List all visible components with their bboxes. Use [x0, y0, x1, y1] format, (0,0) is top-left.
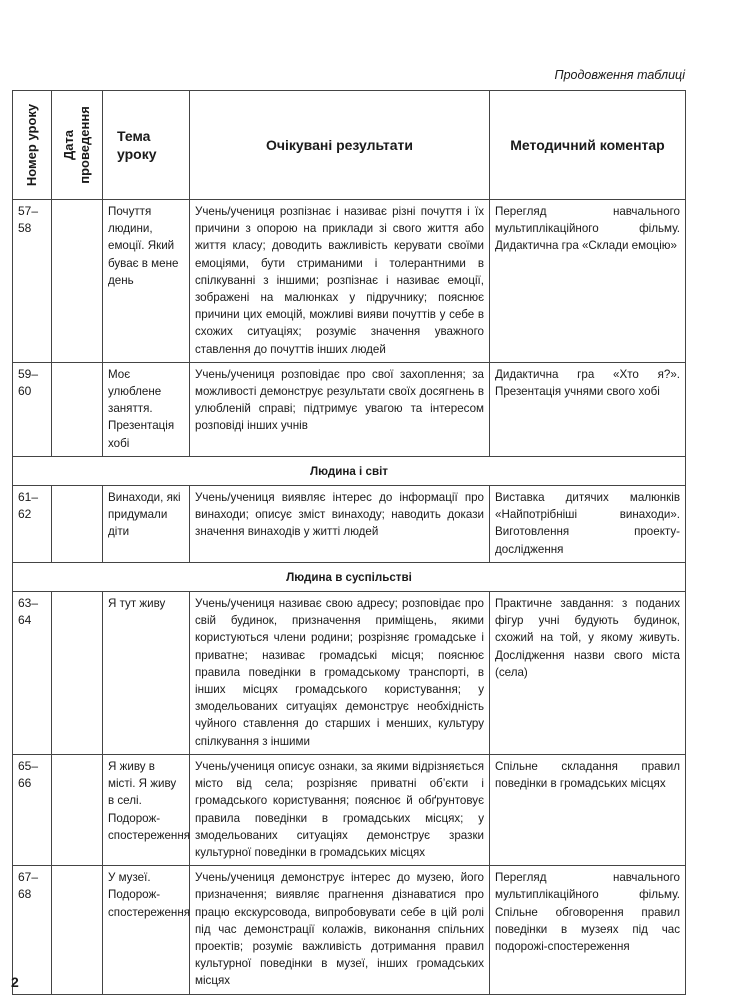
lesson-number: 67– 68	[13, 866, 52, 994]
lesson-topic: Почуття людини, емоції. Який буває в мене день	[103, 200, 190, 363]
lesson-number: 63– 64	[13, 592, 52, 755]
table-row	[13, 200, 686, 363]
page-number: 2	[11, 974, 19, 990]
lesson-date	[52, 592, 103, 755]
table-row	[13, 486, 686, 563]
section-title: Людина і світ	[13, 456, 686, 485]
table-row	[13, 592, 686, 755]
section-row	[13, 456, 686, 485]
header-method-comment: Методичний коментар	[490, 91, 686, 200]
lesson-date	[52, 754, 103, 865]
expected-results: Учень/учениця описує ознаки, за якими відрізняється місто від села; розрізняє приватні об’єкти і громадського користування; пояснює й обґрунтовує правила поведінки в громадських місцях; у змодельованих ситуаціях демонструє зразки культурної поведінки в громадських місцях	[190, 754, 490, 865]
header-topic: Тема уроку	[103, 91, 190, 200]
lesson-date	[52, 486, 103, 563]
lesson-number: 65– 66	[13, 754, 52, 865]
header-date: Дата проведення	[52, 91, 103, 200]
lesson-topic: У музеї. Подорож-спостереження	[103, 866, 190, 994]
method-comment: Практичне завдання: з поданих фігур учні будують будинок, схожий на той, у якому живуть. Дослідження назви свого міста (села)	[490, 592, 686, 755]
method-comment: Перегляд навчального мультиплікаційного фільму. Спільне обговорення правил поведінки в музеях під час подорожі-спостереження	[490, 866, 686, 994]
method-comment: Виставка дитячих малюнків «Найпотрібніші винаходи». Виготовлення проекту-дослідження	[490, 486, 686, 563]
lesson-date	[52, 200, 103, 363]
table-row	[13, 754, 686, 865]
expected-results: Учень/учениця розповідає про свої захоплення; за можливості демонструє результати своїх досягнень в улюбленій справі; підтримує увагою та інтересом розповіді інших учнів	[190, 362, 490, 456]
header-lesson-number: Номер уроку	[13, 91, 52, 200]
section-title: Людина в суспільстві	[13, 562, 686, 591]
lesson-topic: Я живу в місті. Я живу в селі. Подорож-спостереження	[103, 754, 190, 865]
lesson-plan-table	[12, 90, 686, 995]
expected-results: Учень/учениця виявляє інтерес до інформації про винаходи; описує зміст винаходу; наводить докази значення винаходів у житті людей	[190, 486, 490, 563]
table-row	[13, 362, 686, 456]
expected-results: Учень/учениця демонструє інтерес до музею, його призначення; виявляє прагнення дізнаватися про працю екскурсовода, випробовувати себе в цій ролі під час демонстрації колажів, виконання спільних проектів; розуміє важливість дотримання правил культурної поведінки в музеї, інших громадських місцях	[190, 866, 490, 994]
lesson-date	[52, 362, 103, 456]
lesson-topic: Моє улюблене заняття. Презентація хобі	[103, 362, 190, 456]
lesson-topic: Я тут живу	[103, 592, 190, 755]
lesson-number: 59– 60	[13, 362, 52, 456]
expected-results: Учень/учениця називає свою адресу; розповідає про свій будинок, призначення приміщень, якими користуються члени родини; розрізняє громадське і приватне; називає громадські місця; пояснює правила поведінки в громадському транспорті, в інших місцях громадського користування; у змодельованих ситуаціях демонструє необхідність чуйного ставлення до старших і менших, культуру спілкування з іншими	[190, 592, 490, 755]
method-comment: Перегляд навчального мультиплікаційного фільму. Дидактична гра «Склади емоцію»	[490, 200, 686, 363]
table-row	[13, 866, 686, 994]
lesson-number: 57– 58	[13, 200, 52, 363]
expected-results: Учень/учениця розпізнає і називає різні почуття і їх причини з опорою на приклади зі свого життя або життя класу; доводить важливість керувати своїми емоціями, бути стриманими і толерантними в спілкуванні з іншими; розпізнає і називає емоції, зображені на малюнках у підручнику; пояснює причини цих емоцій, можливі вияви почуттів у себе в схожих ситуаціях; розуміє значення уважного ставлення до почуттів інших людей	[190, 200, 490, 363]
method-comment: Дидактична гра «Хто я?». Презентація учнями свого хобі	[490, 362, 686, 456]
continuation-label: Продовження таблиці	[554, 68, 685, 82]
method-comment: Спільне складання правил поведінки в громадських місцях	[490, 754, 686, 865]
lesson-date	[52, 866, 103, 994]
header-expected-results: Очікувані результати	[190, 91, 490, 200]
table-header-row	[13, 91, 686, 200]
lesson-topic: Винаходи, які придумали діти	[103, 486, 190, 563]
section-row	[13, 562, 686, 591]
lesson-number: 61– 62	[13, 486, 52, 563]
